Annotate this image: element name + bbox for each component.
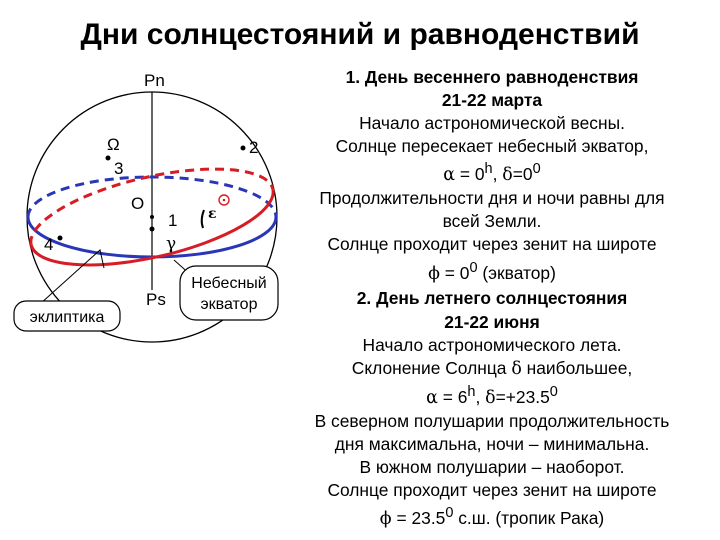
phi-value: = 0 <box>439 262 470 283</box>
section1-line4: Продолжительности дня и ночи равны для <box>319 188 665 209</box>
section2-line6: В южном полушарии – наоборот. <box>359 456 625 477</box>
phi-symbol: ϕ <box>428 263 440 284</box>
alpha-symbol: α <box>426 387 438 408</box>
section2-heading: 2. День летнего солнцестояния <box>356 288 628 309</box>
epsilon-angle-arc <box>202 210 204 228</box>
point-4-marker <box>58 236 63 241</box>
section2-coordinates <box>270 381 714 410</box>
delta-value: =+23.5 <box>495 386 550 407</box>
alpha-value: = 6 <box>437 386 468 407</box>
page-title: Дни солнцестояний и равноденствий <box>80 18 640 51</box>
section1-heading: 1. День весеннего равноденствия <box>345 67 639 87</box>
alpha-symbol: α <box>443 165 456 186</box>
delta-symbol: δ <box>485 387 496 408</box>
separator: , <box>492 164 503 185</box>
equator-callout-line1: Небесный <box>191 275 267 292</box>
point-1-label: 1 <box>168 211 178 230</box>
celestial-sphere-diagram <box>0 0 290 540</box>
declination-text: Склонение Солнца <box>351 357 512 378</box>
phi-unit: 0 <box>469 259 478 276</box>
phi-symbol: ϕ <box>379 508 392 529</box>
delta-symbol: δ <box>511 358 522 379</box>
point-3-label: 3 <box>114 159 124 178</box>
section1-line2: Солнце пересекает небесный экватор, <box>335 136 649 157</box>
node-omega-label: Ω <box>107 135 120 154</box>
point-1-marker <box>150 227 155 232</box>
delta-value: =0 <box>512 164 533 185</box>
north-pole-label: Pn <box>144 71 165 90</box>
center-label: O <box>131 194 145 213</box>
phi-value: = 23.5 <box>391 507 446 528</box>
separator: , <box>475 386 486 407</box>
delta-symbol: δ <box>502 165 513 186</box>
phi-note: с.ш. (тропик Рака) <box>453 507 605 528</box>
section1-line1: Начало астрономической весны. <box>359 113 625 134</box>
equator-callout-line2: экватор <box>200 296 258 313</box>
section1-line5: всей Земли. <box>442 211 542 232</box>
point-4-label: 4 <box>44 235 54 254</box>
alpha-unit: h <box>484 161 493 178</box>
delta-unit: 0 <box>532 161 541 178</box>
section2-line4: В северном полушарии продолжительность <box>314 410 670 431</box>
section1-date: 21-22 марта <box>441 90 543 111</box>
vernal-equinox-gamma-label: γ <box>166 234 177 254</box>
south-pole-label: Ps <box>146 290 166 309</box>
declination-tail: наибольшее, <box>521 357 633 378</box>
obliquity-epsilon-label: ε <box>208 206 217 222</box>
alpha-unit: h <box>467 383 476 400</box>
ecliptic-callout-text: эклиптика <box>29 309 105 326</box>
phi-unit: 0 <box>445 505 454 522</box>
phi-note: (экватор) <box>477 262 556 283</box>
center-marker <box>150 215 154 219</box>
delta-unit: 0 <box>549 383 558 400</box>
section2-date: 21-22 июня <box>444 311 540 332</box>
explanation-panel <box>270 66 714 531</box>
section2-latitude <box>270 502 714 531</box>
point-3-marker <box>106 156 111 161</box>
point-2-marker <box>241 146 246 151</box>
section1-coordinates <box>270 158 714 187</box>
alpha-value: = 0 <box>455 164 485 185</box>
ecliptic-callout-leader <box>40 250 104 304</box>
section1-latitude <box>270 257 714 286</box>
section2-line5: дня максимальна, ночи – минимальна. <box>334 433 650 454</box>
section2-line7: Солнце проходит через зенит на широте <box>327 479 657 500</box>
point-2-label: 2 <box>249 138 259 157</box>
sun-icon <box>219 195 229 205</box>
section2-line2 <box>270 357 714 381</box>
section1-line6: Солнце проходит через зенит на широте <box>327 234 657 255</box>
section2-line1: Начало астрономического лета. <box>362 334 622 355</box>
